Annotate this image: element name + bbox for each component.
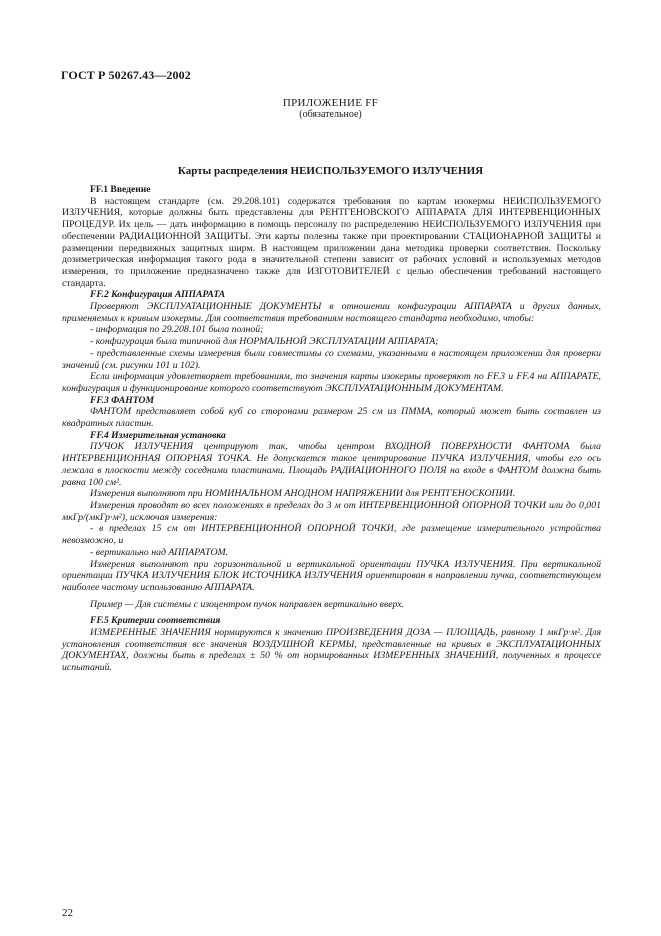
document-body (62, 184, 601, 674)
paragraph: Проверяют ЭКСПЛУАТАЦИОННЫЕ ДОКУМЕНТЫ в отношении конфигурации АППАРАТА и других данных, применяемых к кривым изокермы. Для соответствия требованиям настоящего стандарта необходимо, чтобы: (62, 301, 601, 324)
page-number: 22 (62, 907, 73, 919)
standard-header: ГОСТ Р 50267.43—2002 (61, 68, 191, 82)
paragraph: Измерения проводят во всех положениях в пределах до 3 м от ИНТЕРВЕНЦИОННОЙ ОПОРНОЙ ТОЧКИ или до 0,001 мкГр/(мкГр·м²), исключая измерения: (62, 499, 601, 523)
section-heading-ff3: FF.3 ФАНТОМ (90, 394, 155, 406)
list-item: - информация по 29.208.101 была полной; (90, 324, 264, 336)
list-item: - конфигурация была типичной для НОРМАЛЬНОЙ ЭКСПЛУАТАЦИИ АППАРАТА; (90, 336, 439, 348)
section-heading-ff2: FF.2 Конфигурация АППАРАТА (90, 289, 226, 301)
paragraph: Измерения выполняют при горизонтальной и вертикальной ориентации ПУЧКА ИЗЛУЧЕНИЯ. При вертикальной ориентации ПУЧКА ИЗЛУЧЕНИЯ БЛОК ИСТОЧНИКА ИЗЛУЧЕНИЯ ориентирован в направлении пучка, соответствующем наиболее частому использованию АППАРАТА. (62, 558, 601, 593)
list-item: - в пределах 15 см от ИНТЕРВЕНЦИОННОЙ ОПОРНОЙ ТОЧКИ, где размещение измерительного устройства невозможно, и (62, 523, 601, 547)
section-ff4 (62, 441, 601, 615)
section-heading-ff4: FF.4 Измерительная установка (90, 429, 226, 441)
section-heading-ff1: FF.1 Введение (90, 184, 151, 195)
appendix-subtitle: (обязательное) (299, 109, 362, 120)
section-ff3 (62, 406, 601, 429)
document-title: Карты распределения НЕИСПОЛЬЗУЕМОГО ИЗЛУЧЕНИЯ (177, 165, 484, 177)
example-note: Пример — Для системы с изоцентром пучок направлен вертикально вверх. (90, 598, 405, 610)
paragraph: ФАНТОМ представляет собой куб со сторонами размером 25 см из ПММА, который может быть составлен из квадратных пластин. (62, 406, 601, 430)
list-item: - представленные схемы измерения были совместимы со схемами, указанными в настоящем приложении для проверки значений (см. рисунки 101 и 102). (62, 347, 601, 371)
section-heading-ff5: FF.5 Критерии соответствия (90, 615, 221, 627)
appendix-title: ПРИЛОЖЕНИЕ FF (282, 97, 379, 109)
list-item: - вертикально над АППАРАТОМ. (90, 546, 229, 558)
paragraph: Измерения выполняют при НОМИНАЛЬНОМ АНОДНОМ НАПРЯЖЕНИИ для РЕНТГЕНОСКОПИИ. (90, 488, 516, 500)
paragraph: В настоящем стандарте (см. 29.208.101) содержатся требования по картам изокермы НЕИСПОЛЬЗУЕМОГО ИЗЛУЧЕНИЯ, которые должны быть представлены для РЕНТГЕНОВСКОГО АППАРАТА ДЛЯ ИНТЕРВЕНЦИОННЫХ ПРОЦЕДУР. Их цель — дать информацию в помощь персоналу по распределению НЕИСПОЛЬЗУЕМОГО ИЗЛУЧЕНИЯ при обеспечении РАДИАЦИОННОЙ ЗАЩИТЫ. Эти карты полезны также при проектировании СТАЦИОНАРНОЙ ЗАЩИТЫ и размещении передвижных защитных ширм. В настоящем приложении дана методика проверки соответствия. Поскольку дозиметрическая информация такого рода в значительной степени зависит от рабочих условий и используемых методов измерения, то приложение предназначено также для ИЗГОТОВИТЕЛЕЙ с целью обеспечения требований настоящего стандарта. (62, 195, 601, 289)
paragraph: Если информация удовлетворяет требованиям, то значения карты изокермы проверяют по FF.3 и FF.4 на АППАРАТЕ, конфигурация и функционирование которого соответствуют ЭКСПЛУАТАЦИОННЫМ ДОКУМЕНТАМ. (62, 371, 601, 394)
paragraph: ИЗМЕРЕННЫЕ ЗНАЧЕНИЯ нормируются к значению ПРОИЗВЕДЕНИЯ ДОЗА — ПЛОЩАДЬ, равному 1 мкГр·м². Для установления соответствия все значения ВОЗДУШНОЙ КЕРМЫ, представленные на кривых в ЭКСПЛУАТАЦИОННЫХ ДОКУМЕНТАХ, должны быть в пределах ± 50 % от нормированных ИЗМЕРЕННЫХ ЗНАЧЕНИЙ, полученных в процессе испытаний. (62, 627, 601, 674)
section-ff5 (62, 627, 601, 674)
paragraph: ПУЧОК ИЗЛУЧЕНИЯ центрируют так, чтобы центром ВХОДНОЙ ПОВЕРХНОСТИ ФАНТОМА была ИНТЕРВЕНЦИОННАЯ ОПОРНАЯ ТОЧКА. Не допускается такое центрирование ПУЧКА ИЗЛУЧЕНИЯ, чтобы его ось лежала в плоскости между соседними пластинами. Площадь РАДИАЦИОННОГО ПОЛЯ на входе в ФАНТОМ должна быть равна 100 см². (62, 441, 601, 488)
section-ff2 (62, 301, 601, 395)
